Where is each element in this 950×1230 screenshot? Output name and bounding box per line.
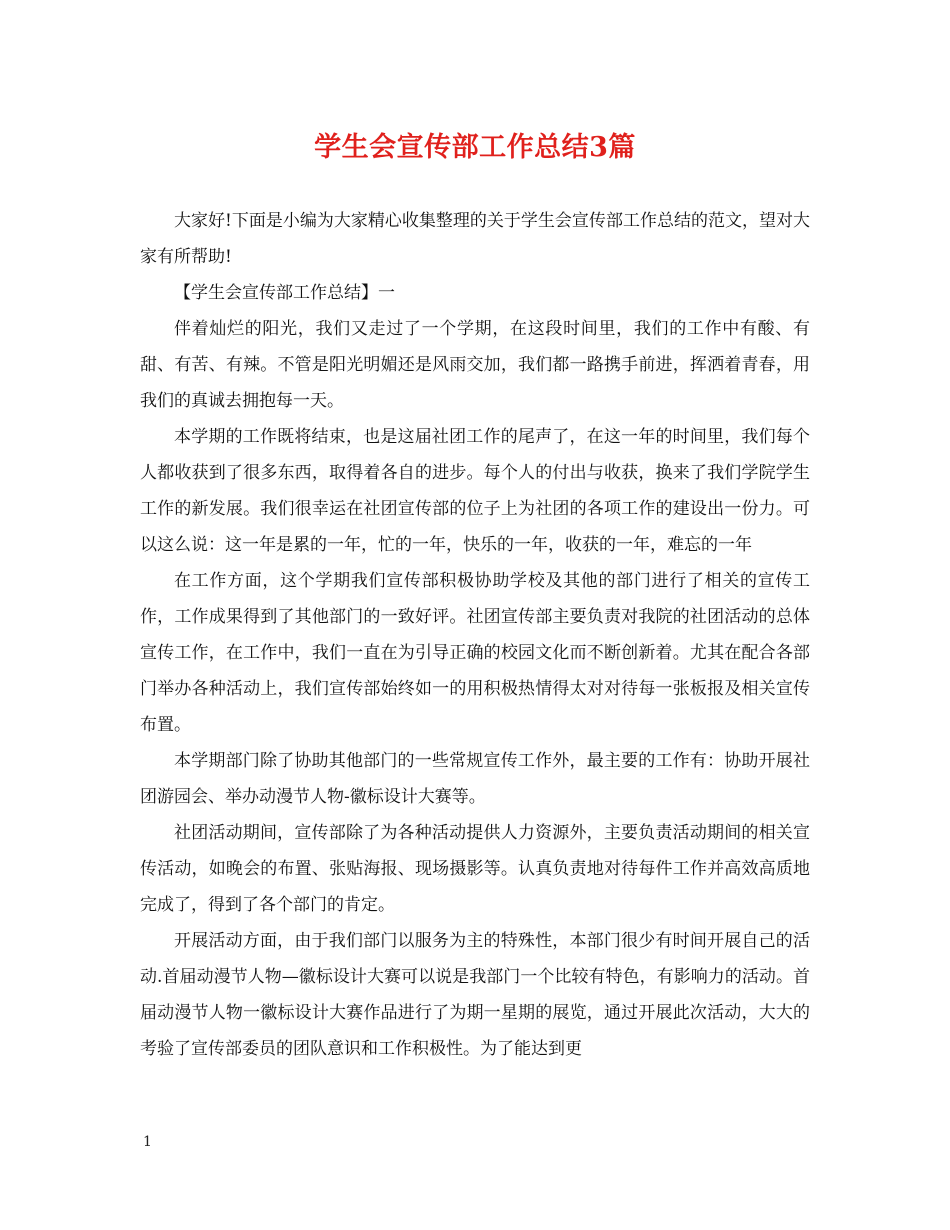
body-paragraph: 开展活动方面，由于我们部门以服务为主的特殊性，本部门很少有时间开展自己的活动.首届动漫节人物—徽标设计大赛可以说是我部门一个比较有特色，有影响力的活动。首届动漫节人物一徽标设计大赛作品进行了为期一星期的展览，通过开展此次活动，大大的考验了宣传部委员的团队意识和工作积极性。为了能达到更 (140, 931, 810, 1059)
body-paragraph: 在工作方面，这个学期我们宣传部积极协助学校及其他的部门进行了相关的宣传工作，工作成果得到了其他部门的一致好评。社团宣传部主要负责对我院的社团活动的总体宣传工作，在工作中，我们一直在为引导正确的校园文化而不断创新着。尤其在配合各部门举办各种活动上，我们宣传部始终如一的用积极热情得太对对待每一张板报及相关宣传布置。 (140, 571, 810, 735)
intro-paragraph: 大家好!下面是小编为大家精心收集整理的关于学生会宣传部工作总结的范文，望对大家有所帮助! (140, 211, 810, 267)
document-body (140, 203, 810, 1067)
body-paragraph: 本学期的工作既将结束，也是这届社团工作的尾声了，在这一年的时间里，我们每个人都收获到了很多东西，取得着各自的进步。每个人的付出与收获，换来了我们学院学生工作的新发展。我们很幸运在社团宣传部的位子上为社团的各项工作的建设出一份力。可以这么说：这一年是累的一年，忙的一年，快乐的一年，收获的一年，难忘的一年 (140, 427, 810, 555)
document-title: 学生会宣传部工作总结3篇 (314, 132, 636, 163)
section-heading: 【学生会宣传部工作总结】一 (174, 283, 395, 303)
body-paragraph: 伴着灿烂的阳光，我们又走过了一个学期，在这段时间里，我们的工作中有酸、有甜、有苦、有辣。不管是阳光明媚还是风雨交加，我们都一路携手前进，挥洒着青春，用我们的真诚去拥抱每一天。 (140, 319, 810, 411)
body-paragraph: 本学期部门除了协助其他部门的一些常规宣传工作外，最主要的工作有：协助开展社团游园会、举办动漫节人物-徽标设计大赛等。 (140, 751, 810, 807)
body-paragraph: 社团活动期间，宣传部除了为各种活动提供人力资源外，主要负责活动期间的相关宣传活动，如晚会的布置、张贴海报、现场摄影等。认真负责地对待每件工作并高效高质地完成了，得到了各个部门的肯定。 (140, 823, 810, 915)
page-number: 1 (143, 1134, 152, 1150)
